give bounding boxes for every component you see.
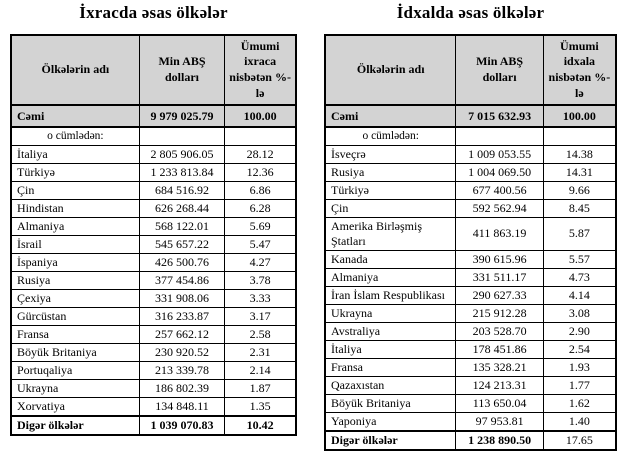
import-table-title: İdxalda əsas ölkələr <box>396 3 545 22</box>
percent-cell: 2.14 <box>225 361 296 379</box>
col-header-country: Ölkələrin adı <box>325 35 456 105</box>
footer-percent: 10.42 <box>225 416 296 435</box>
country-cell: Türkiyə <box>11 163 139 181</box>
value-cell: 215 912.28 <box>456 304 543 322</box>
subheader-row <box>11 127 296 145</box>
country-cell: Yaponiya <box>325 412 456 431</box>
footer-percent: 17.65 <box>543 431 616 450</box>
total-percent: 100.00 <box>543 105 616 127</box>
table-row <box>11 343 296 361</box>
percent-cell: 14.38 <box>543 145 616 163</box>
value-cell: 331 511.17 <box>456 268 543 286</box>
percent-cell: 5.47 <box>225 235 296 253</box>
country-cell: İsveçrə <box>325 145 456 163</box>
country-cell: Çin <box>11 181 139 199</box>
percent-cell: 4.27 <box>225 253 296 271</box>
table-row <box>325 163 616 181</box>
table-row <box>325 145 616 163</box>
table-row <box>325 217 616 250</box>
percent-cell: 2.54 <box>543 340 616 358</box>
export-table-title: İxracda əsas ölkələr <box>79 3 228 22</box>
percent-cell: 2.90 <box>543 322 616 340</box>
percent-cell: 2.31 <box>225 343 296 361</box>
value-cell: 592 562.94 <box>456 199 543 217</box>
percent-cell: 3.08 <box>543 304 616 322</box>
table-row <box>325 286 616 304</box>
col-header-usd: Min ABŞ dolları <box>456 35 543 105</box>
value-cell: 97 953.81 <box>456 412 543 431</box>
value-cell: 134 848.11 <box>139 397 225 416</box>
table-row <box>325 322 616 340</box>
subheader-label: o cümlədən: <box>11 127 139 145</box>
country-cell: Avstraliya <box>325 322 456 340</box>
country-cell: Amerika Birləşmiş Ştatları <box>325 217 456 250</box>
total-value: 7 015 632.93 <box>456 105 543 127</box>
table-row <box>11 325 296 343</box>
value-cell: 124 213.31 <box>456 376 543 394</box>
table-row <box>325 250 616 268</box>
percent-cell: 3.17 <box>225 307 296 325</box>
percent-cell: 8.45 <box>543 199 616 217</box>
country-cell: Böyük Britaniya <box>11 343 139 361</box>
country-cell: İtaliya <box>325 340 456 358</box>
header-row <box>325 35 616 105</box>
table-row <box>11 235 296 253</box>
country-cell: Qazaxıstan <box>325 376 456 394</box>
import-table-header <box>325 35 616 105</box>
export-table-top <box>11 105 296 145</box>
value-cell: 411 863.19 <box>456 217 543 250</box>
percent-cell: 4.73 <box>543 268 616 286</box>
country-cell: Çexiya <box>11 289 139 307</box>
table-row <box>325 376 616 394</box>
percent-cell: 1.93 <box>543 358 616 376</box>
country-cell: İran İslam Respublikası <box>325 286 456 304</box>
value-cell: 331 908.06 <box>139 289 225 307</box>
table-row <box>11 397 296 416</box>
value-cell: 1 009 053.55 <box>456 145 543 163</box>
col-header-usd: Min ABŞ dolları <box>139 35 225 105</box>
table-row <box>11 145 296 163</box>
value-cell: 426 500.76 <box>139 253 225 271</box>
import-table-footer <box>325 431 616 450</box>
country-cell: Xorvatiya <box>11 397 139 416</box>
value-cell: 1 004 069.50 <box>456 163 543 181</box>
import-table-body <box>325 145 616 431</box>
percent-cell: 28.12 <box>225 145 296 163</box>
col-header-percent: Ümumi idxala nisbətən %-lə <box>543 35 616 105</box>
export-table <box>10 34 297 436</box>
empty-cell <box>456 127 543 145</box>
total-value: 9 979 025.79 <box>139 105 225 127</box>
total-row <box>11 105 296 127</box>
percent-cell: 5.69 <box>225 217 296 235</box>
percent-cell: 12.36 <box>225 163 296 181</box>
footer-value: 1 238 890.50 <box>456 431 543 450</box>
country-cell: Rusiya <box>11 271 139 289</box>
value-cell: 1 233 813.84 <box>139 163 225 181</box>
table-row <box>325 304 616 322</box>
footer-row <box>325 431 616 450</box>
country-cell: Gürcüstan <box>11 307 139 325</box>
percent-cell: 9.66 <box>543 181 616 199</box>
percent-cell: 3.33 <box>225 289 296 307</box>
value-cell: 178 451.86 <box>456 340 543 358</box>
table-row <box>11 289 296 307</box>
table-row <box>11 217 296 235</box>
country-cell: Kanada <box>325 250 456 268</box>
col-header-country: Ölkələrin adı <box>11 35 139 105</box>
export-table-footer <box>11 416 296 435</box>
export-table-body <box>11 145 296 416</box>
percent-cell: 2.58 <box>225 325 296 343</box>
table-row <box>11 271 296 289</box>
percent-cell: 6.86 <box>225 181 296 199</box>
value-cell: 677 400.56 <box>456 181 543 199</box>
table-row <box>325 394 616 412</box>
import-table-top <box>325 105 616 145</box>
country-cell: Ukrayna <box>11 379 139 397</box>
percent-cell: 1.62 <box>543 394 616 412</box>
table-row <box>325 340 616 358</box>
table-row <box>11 253 296 271</box>
value-cell: 377 454.86 <box>139 271 225 289</box>
total-label: Cəmi <box>11 105 139 127</box>
country-cell: İtaliya <box>11 145 139 163</box>
country-cell: Ukrayna <box>325 304 456 322</box>
value-cell: 684 516.92 <box>139 181 225 199</box>
value-cell: 290 627.33 <box>456 286 543 304</box>
table-row <box>11 199 296 217</box>
table-row <box>325 199 616 217</box>
country-cell: Portuqaliya <box>11 361 139 379</box>
subheader-row <box>325 127 616 145</box>
footer-value: 1 039 070.83 <box>139 416 225 435</box>
table-row <box>11 307 296 325</box>
country-cell: Böyük Britaniya <box>325 394 456 412</box>
percent-cell: 6.28 <box>225 199 296 217</box>
table-row <box>325 268 616 286</box>
value-cell: 626 268.44 <box>139 199 225 217</box>
import-table <box>324 34 617 451</box>
percent-cell: 1.87 <box>225 379 296 397</box>
value-cell: 390 615.96 <box>456 250 543 268</box>
table-row <box>11 379 296 397</box>
total-percent: 100.00 <box>225 105 296 127</box>
percent-cell: 3.78 <box>225 271 296 289</box>
export-table-section <box>10 0 297 436</box>
value-cell: 230 920.52 <box>139 343 225 361</box>
table-row <box>11 163 296 181</box>
value-cell: 186 802.39 <box>139 379 225 397</box>
value-cell: 568 122.01 <box>139 217 225 235</box>
total-label: Cəmi <box>325 105 456 127</box>
import-table-section <box>324 0 617 451</box>
country-cell: Türkiyə <box>325 181 456 199</box>
country-cell: Çin <box>325 199 456 217</box>
value-cell: 316 233.87 <box>139 307 225 325</box>
table-row <box>325 358 616 376</box>
empty-cell <box>139 127 225 145</box>
subheader-label: o cümlədən: <box>325 127 456 145</box>
country-cell: Fransa <box>325 358 456 376</box>
footer-label: Digər ölkələr <box>11 416 139 435</box>
footer-label: Digər ölkələr <box>325 431 456 450</box>
country-cell: Rusiya <box>325 163 456 181</box>
percent-cell: 14.31 <box>543 163 616 181</box>
table-row <box>325 181 616 199</box>
footer-row <box>11 416 296 435</box>
percent-cell: 1.77 <box>543 376 616 394</box>
percent-cell: 5.57 <box>543 250 616 268</box>
value-cell: 2 805 906.05 <box>139 145 225 163</box>
country-cell: İsrail <box>11 235 139 253</box>
value-cell: 213 339.78 <box>139 361 225 379</box>
value-cell: 545 657.22 <box>139 235 225 253</box>
empty-cell <box>225 127 296 145</box>
col-header-percent: Ümumi ixraca nisbətən %-lə <box>225 35 296 105</box>
percent-cell: 4.14 <box>543 286 616 304</box>
total-row <box>325 105 616 127</box>
empty-cell <box>543 127 616 145</box>
value-cell: 135 328.21 <box>456 358 543 376</box>
country-cell: İspaniya <box>11 253 139 271</box>
value-cell: 113 650.04 <box>456 394 543 412</box>
value-cell: 203 528.70 <box>456 322 543 340</box>
percent-cell: 1.35 <box>225 397 296 416</box>
header-row <box>11 35 296 105</box>
table-row <box>11 361 296 379</box>
percent-cell: 1.40 <box>543 412 616 431</box>
table-row <box>11 181 296 199</box>
table-row <box>325 412 616 431</box>
percent-cell: 5.87 <box>543 217 616 250</box>
export-table-header <box>11 35 296 105</box>
country-cell: Fransa <box>11 325 139 343</box>
country-cell: Hindistan <box>11 199 139 217</box>
country-cell: Almaniya <box>325 268 456 286</box>
value-cell: 257 662.12 <box>139 325 225 343</box>
country-cell: Almaniya <box>11 217 139 235</box>
